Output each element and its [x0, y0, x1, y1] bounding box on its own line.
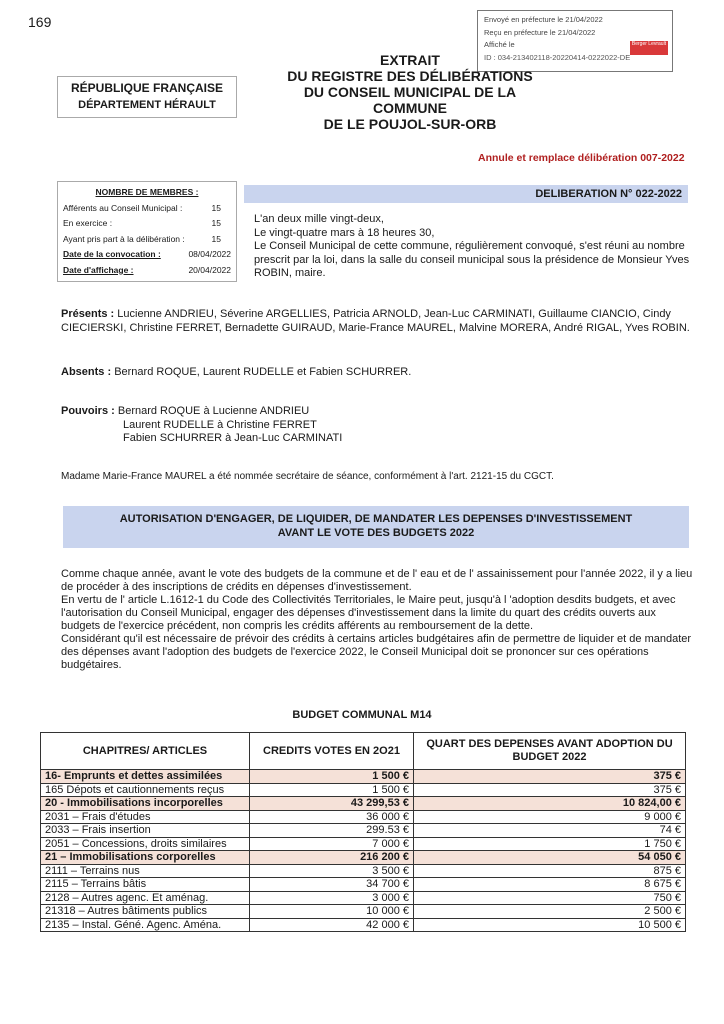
membres-label: Afférents au Conseil Municipal :	[63, 202, 183, 213]
republique-label: RÉPUBLIQUE FRANÇAISE	[70, 81, 223, 95]
membres-row	[63, 232, 231, 248]
membres-label: Ayant pris part à la délibération :	[63, 233, 185, 244]
cell-quart: 750 €	[414, 891, 686, 905]
membres-header: NOMBRE DE MEMBRES :	[95, 187, 199, 197]
paragraph: Considérant qu'il est nécessaire de prévoir des crédits à certains articles budgétaires afin de permettre de liquider et de mandater des dépenses avant l'adoption des budgets de l'exercice 2022, le Conseil Municipal doit se prononcer sur ces opérations budgétaires.	[61, 633, 692, 671]
table-row	[41, 851, 686, 865]
title-line: DU CONSEIL MUNICIPAL DE LA	[303, 84, 517, 100]
intro-line: Le vingt-quatre mars à 18 heures 30,	[254, 226, 435, 239]
cell-credits: 1 500 €	[250, 783, 414, 797]
cell-chapitre: 2115 – Terrains bâtis	[41, 878, 250, 892]
pouvoirs-line: Laurent RUDELLE à Christine FERRET	[123, 418, 317, 431]
cell-chapitre: 21318 – Autres bâtiments publics	[41, 905, 250, 919]
header-credits: CREDITS VOTES EN 2O21	[250, 733, 414, 770]
cell-chapitre: 2111 – Terrains nus	[41, 864, 250, 878]
intro-line: L'an deux mille vingt-deux,	[254, 213, 384, 225]
table-header-row	[41, 733, 686, 770]
secretaire-text: Madame Marie-France MAUREL a été nommée secrétaire de séance, conformément à l'art. 2121-15 du CGCT.	[61, 471, 554, 482]
cell-credits: 216 200 €	[250, 851, 414, 865]
presents-section	[61, 308, 691, 335]
membres-label: En exercice :	[63, 218, 113, 228]
cell-chapitre: 2051 – Concessions, droits similaires	[41, 837, 250, 851]
cell-quart: 8 675 €	[414, 878, 686, 892]
cell-quart: 9 000 €	[414, 810, 686, 824]
cell-credits: 3 000 €	[250, 891, 414, 905]
cell-quart: 1 750 €	[414, 837, 686, 851]
body-text	[61, 568, 697, 672]
presents-label: Présents :	[61, 308, 115, 320]
cell-chapitre: 2033 – Frais insertion	[41, 824, 250, 838]
table-row	[41, 824, 686, 838]
cell-quart: 375 €	[414, 770, 686, 784]
header-chapitres: CHAPITRES/ ARTICLES	[41, 733, 250, 770]
cell-chapitre: 20 - Immobilisations incorporelles	[41, 797, 250, 811]
intro-line: Le Conseil Municipal de cette commune, régulièrement convoqué, s'est réuni au nombre prescrit par la loi, dans la salle du conseil municipal sous la présidence de Monsieur Yves ROBIN, maire.	[254, 240, 690, 279]
pouvoirs-line: Bernard ROQUE à Lucienne ANDRIEU	[117, 405, 310, 417]
deliberation-number: DELIBERATION N° 022-2022	[244, 185, 688, 203]
cell-credits: 299.53 €	[250, 824, 414, 838]
membres-value: 15	[211, 233, 221, 244]
cell-credits: 43 299,53 €	[250, 797, 414, 811]
cell-credits: 36 000 €	[250, 810, 414, 824]
departement-label: DÉPARTEMENT HÉRAULT	[78, 99, 216, 111]
cell-credits: 1 500 €	[250, 770, 414, 784]
cell-quart: 375 €	[414, 783, 686, 797]
cell-chapitre: 165 Dépots et cautionnements reçus	[41, 783, 250, 797]
table-row	[41, 891, 686, 905]
affichage-row	[63, 263, 231, 279]
cell-credits: 34 700 €	[250, 878, 414, 892]
cell-chapitre: 2135 – Instal. Géné. Agenc. Aména.	[41, 918, 250, 932]
table-row	[41, 837, 686, 851]
cell-quart: 10 824,00 €	[414, 797, 686, 811]
page-number: 169	[28, 14, 52, 30]
convocation-row	[63, 247, 231, 263]
subject-banner	[63, 506, 689, 548]
stamp-line: Envoyé en préfecture le 21/04/2022	[484, 15, 603, 24]
paragraph: Comme chaque année, avant le vote des budgets de la commune et de l' eau et de l' assainissement pour l'année 2022, il y a lieu de procéder à des inscriptions de crédits en dépenses d'investissement.	[61, 568, 693, 593]
membres-value: 15	[211, 218, 221, 228]
affichage-label: Date d'affichage :	[63, 264, 134, 275]
cell-chapitre: 2031 – Frais d'études	[41, 810, 250, 824]
cell-quart: 2 500 €	[414, 905, 686, 919]
membres-value: 15	[211, 202, 221, 213]
annule-note: Annule et remplace délibération 007-2022	[478, 152, 685, 164]
membres-box	[57, 181, 237, 282]
budget-table	[40, 732, 686, 932]
convocation-value: 08/04/2022	[188, 249, 231, 259]
title-line: EXTRAIT	[380, 52, 440, 68]
cell-quart: 74 €	[414, 824, 686, 838]
header-quart: QUART DES DEPENSES AVANT ADOPTION DU BUDGET 2022	[414, 733, 686, 770]
cell-chapitre: 16- Emprunts et dettes assimilées	[41, 770, 250, 784]
table-row	[41, 797, 686, 811]
table-row	[41, 878, 686, 892]
table-row	[41, 905, 686, 919]
absents-text: Bernard ROQUE, Laurent RUDELLE et Fabien SCHURRER.	[114, 366, 412, 378]
affichage-value: 20/04/2022	[188, 264, 231, 275]
stamp-line: Affiché le	[484, 40, 515, 49]
table-row	[41, 770, 686, 784]
convocation-label: Date de la convocation :	[63, 249, 161, 259]
banner-line: AUTORISATION D'ENGAGER, DE LIQUIDER, DE MANDATER LES DEPENSES D'INVESTISSEMENT	[119, 513, 633, 525]
cell-credits: 3 500 €	[250, 864, 414, 878]
presents-text: Lucienne ANDRIEU, Séverine ARGELLIES, Patricia ARNOLD, Jean-Luc CARMINATI, Guillaume CIANCIO, Cindy CIECIERSKI, Christine FERRET, Bernadette GUIRAUD, Marie-France MAUREL, Malvine MORERA, André RIGAL, Yves ROBIN.	[61, 308, 690, 334]
cell-chapitre: 21 – Immobilisations corporelles	[41, 851, 250, 865]
cell-chapitre: 2128 – Autres agenc. Et aménag.	[41, 891, 250, 905]
paragraph: En vertu de l' article L.1612-1 du Code des Collectivités Territoriales, le Maire peut, jusqu'à l 'adoption desdits budgets, et avec l'autorisation du Conseil Municipal, engager des dépenses d'investissement dans la limite du quart des crédits ouverts aux budgets de l'exercice précédent, non compris les crédits afférents au remboursement de la dette.	[61, 594, 676, 632]
pouvoirs-section	[61, 405, 691, 446]
intro-text	[254, 213, 694, 281]
absents-section	[61, 366, 691, 380]
banner-line: AVANT LE VOTE DES BUDGETS 2022	[277, 527, 475, 539]
table-row	[41, 783, 686, 797]
pouvoirs-label: Pouvoirs :	[61, 405, 115, 417]
document-title	[270, 52, 550, 132]
membres-row	[63, 201, 231, 217]
cell-quart: 10 500 €	[414, 918, 686, 932]
absents-label: Absents :	[61, 366, 112, 378]
table-row	[41, 810, 686, 824]
table-row	[41, 864, 686, 878]
membres-row	[63, 216, 231, 232]
cell-credits: 10 000 €	[250, 905, 414, 919]
stamp-id: ID : 034-213402118-20220414-0222022-DE	[484, 52, 631, 62]
title-line: DU REGISTRE DES DÉLIBÉRATIONS	[287, 68, 533, 84]
title-line: COMMUNE	[373, 100, 447, 116]
title-line: DE LE POUJOL-SUR-ORB	[323, 116, 497, 132]
stamp-line: Reçu en préfecture le 21/04/2022	[484, 27, 596, 37]
budget-title: BUDGET COMMUNAL M14	[292, 709, 432, 721]
pouvoirs-line: Fabien SCHURRER à Jean-Luc CARMINATI	[123, 432, 343, 444]
republique-box	[57, 76, 237, 118]
cell-credits: 42 000 €	[250, 918, 414, 932]
berger-levrault-logo: Berger Levrault	[630, 41, 668, 55]
cell-quart: 54 050 €	[414, 851, 686, 865]
cell-credits: 7 000 €	[250, 837, 414, 851]
cell-quart: 875 €	[414, 864, 686, 878]
table-row	[41, 918, 686, 932]
